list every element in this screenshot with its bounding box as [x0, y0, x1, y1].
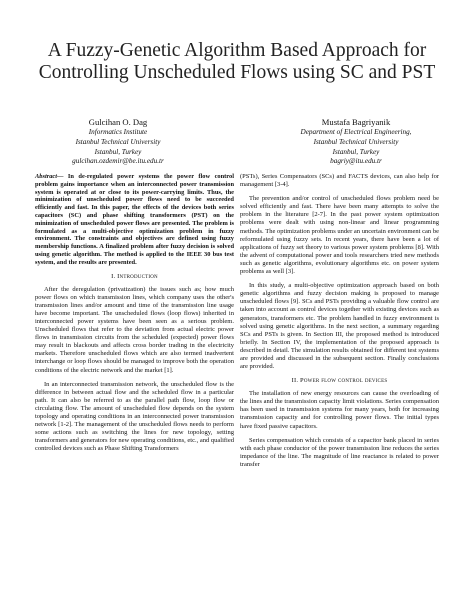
body-paragraph: In an interconnected transmission network, the unscheduled flow is the difference in between actual flow and the scheduled flow in a particular path. It can also be referred to as the parallel path flow, loop flow or circulating flow. The amount of unscheduled flow depends on the system topology and operating conditions in an interconnected power transmission network [1-2]. The management of the unscheduled flows needs to perform some actions such as switching the lines for new topology, setting transformers and generators for new operating conditions, etc., and qualified controlled devices such as Phase Shifting Transformers	[35, 380, 234, 453]
author-name: Mustafa Bagriyanik	[321, 117, 391, 127]
section-heading-introduction: I. Introduction	[111, 272, 158, 280]
author-location: Istanbul, Turkey	[94, 147, 142, 156]
author-block-2	[266, 116, 446, 167]
author-affiliation: Department of Electrical Engineering,	[300, 128, 412, 136]
title-line-1: A Fuzzy-Genetic Algorithm Based Approach for	[47, 40, 427, 61]
author-university: Istanbul Technical University	[75, 137, 161, 146]
author-block-1	[28, 116, 208, 167]
author-email: gulcihan.ozdemir@be.itu.edu.tr	[72, 157, 164, 166]
body-paragraph: (PSTs), Series Compensators (SCs) and FACTS devices, can also help for management [3-4].	[240, 173, 439, 189]
left-column	[35, 173, 234, 453]
title-line-2: Controlling Unscheduled Flows using SC and PST	[38, 62, 436, 83]
author-affiliation: Informatics Institute	[88, 128, 148, 136]
body-paragraph: The prevention and/or control of unscheduled flows problem need be solved efficiently and fast. There have been many attempts to solve the problem in the literature [2-7]. In the past power system optimization problems were dealt with using non-linear and linear programming methods. The optimization problems under an uncertain environment can be reformulated using fuzzy sets. In recent years, there have been a lot of applications of fuzzy set theory to various power system problems [8]. With the advent of computational power and tools researchers tried new methods such as genetic algorithms, evolutionary algorithms etc. on power system problems as well [3].	[240, 195, 439, 276]
body-paragraph: Series compensation which consists of a capacitor bank placed in series with each phase conductor of the power transmission line reduces the series impedance of the line. The magnitude of line reactance is related to power transfer	[240, 436, 439, 468]
abstract-text: — In de-regulated power systems the power flow control problem gains importance when an interconnected power transmission system is operated at or close to its power-carrying limits. Thus, the minimization of unscheduled power flows need to be succeeded efficiently and fast. In this paper, the effects of the devices both series capacitors (SC) and phase shifting transformers (PST) on the minimization of unscheduled power flows are presented. The problem is formulated as a multi-objective optimization problem in fuzzy environment. The constraints and objectives are defined using fuzzy membership functions. A finalized problem after fuzzy decision is solved using genetic algorithm. The method is applied to the IEEE 30 bus test system, and the results are presented.	[35, 173, 234, 266]
section-heading-power-flow: II. Power flow control devices	[291, 377, 388, 385]
author-university: Istanbul Technical University	[313, 137, 399, 146]
author-name: Gulcihan O. Dag	[88, 117, 148, 127]
body-paragraph: After the deregulation (privatization) the issues such as; how much power flows on which transmission lines, which company uses the other's transmission lines and/or amount and time of the transmission line usage have become important. The unscheduled flows (loop flows) inherited in interconnected power systems have been seen as a serious problem. Unscheduled flows that refer to the deviation from actual electric power flows in transmission circuits from the scheduled (expected) power flows may result in blackouts and affects cross border trading in the electricity markets. Therefore unscheduled flows which are also termed inadvertent interchange or loop flows should be managed to improve both the operation conditions of the electric network and the market [1].	[35, 285, 234, 374]
abstract-label: Abstract	[35, 173, 58, 180]
right-column	[240, 173, 439, 469]
author-email: bagriy@itu.edu.tr	[330, 157, 382, 166]
author-location: Istanbul, Turkey	[332, 147, 380, 156]
paper-title	[20, 40, 454, 84]
body-paragraph: The installation of new energy resources can cause the overloading of the lines and the transmission capacity limit violations. Series compensation has been used in transmission systems for many years, both for increasing transmission capacity and for controlling power flows. The initial types have fixed passive capacitors.	[240, 390, 439, 430]
abstract	[35, 173, 234, 267]
body-paragraph: In this study, a multi-objective optimization approach based on both genetic algorithms and fuzzy decision making is proposed to manage unscheduled flows [9]. SCs and PSTs providing a valuable flow control are taken into account as control devices together with existing devices such as generators, transformers etc. The problem handled in fuzzy environment is solved using genetic algorithms. In the next section, a summary regarding SCs and PSTs is given. In Section III, the proposed method is introduced briefly. In Section IV, the implementation of the proposed approach is described in detail. The simulation results obtained for different test systems are provided and discussed in the subsequent section. Finally conclusions are provided.	[240, 282, 439, 371]
